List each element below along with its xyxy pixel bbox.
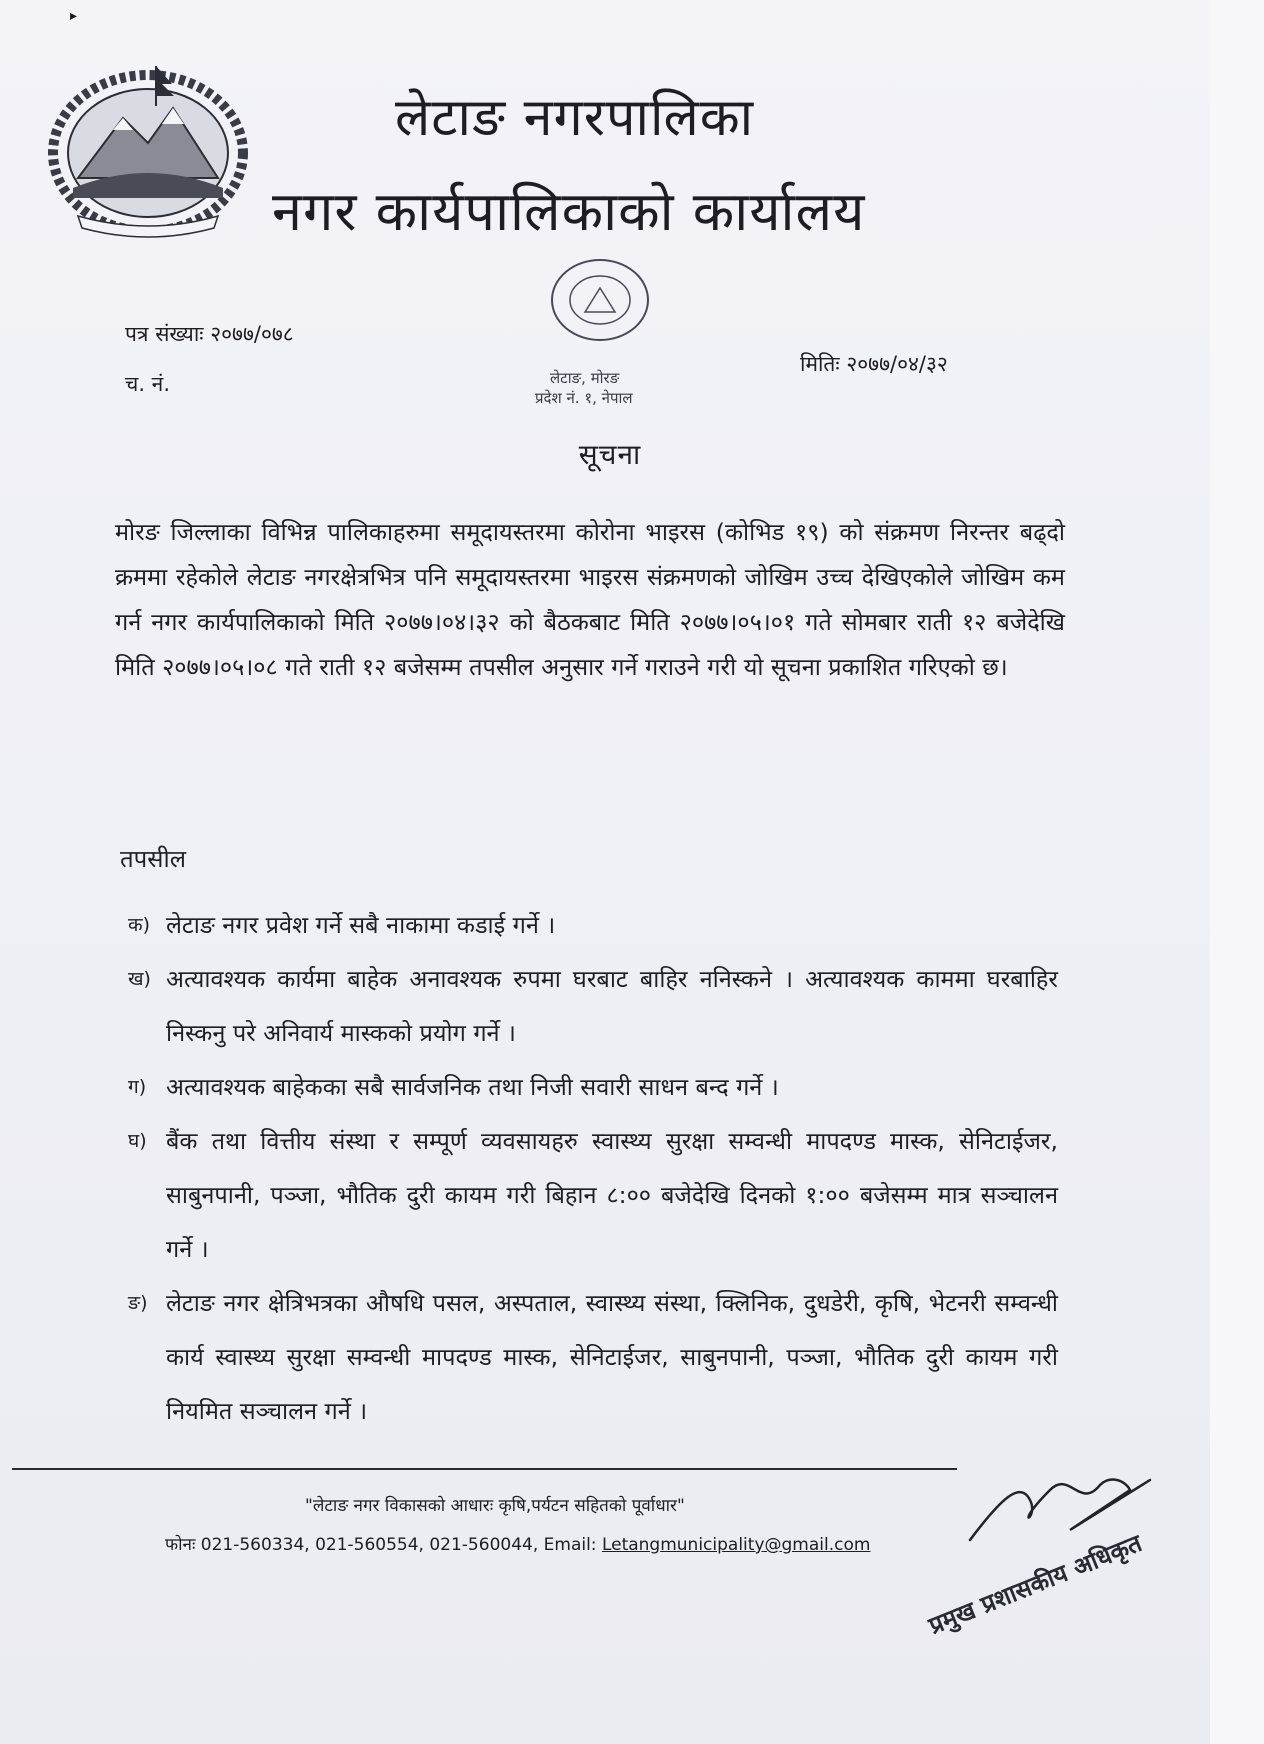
signatory-title: प्रमुख प्रशासकीय अधिकृत — [924, 1529, 1146, 1640]
item-text: लेटाङ नगर प्रवेश गर्ने सबै नाकामा कडाई गर्ने । — [166, 911, 556, 939]
details-heading: तपसील — [120, 845, 187, 873]
footer-contact — [165, 1532, 870, 1555]
stamp-line1: लेटाङ, मोरङ — [550, 369, 620, 387]
letter-number: पत्र संख्याः २०७७/०७८ — [125, 322, 294, 346]
list-item — [128, 1060, 1058, 1114]
page-margin — [1210, 0, 1264, 1744]
list-item — [128, 1276, 1058, 1438]
office-title: नगर कार्यपालिकाको कार्यालय — [272, 180, 866, 243]
list-item — [128, 1114, 1058, 1276]
list-item — [128, 898, 1058, 952]
details-list — [128, 898, 1058, 1438]
list-item — [128, 952, 1058, 1060]
item-marker: ङ) — [128, 1292, 148, 1314]
item-marker: क) — [128, 914, 151, 936]
footer-divider — [12, 1468, 957, 1470]
notice-title-text: सूचना — [578, 438, 642, 471]
notice-title — [0, 435, 1210, 473]
letter-date: मितिः २०७७/०४/३२ — [800, 352, 948, 376]
item-marker: ग) — [128, 1076, 147, 1098]
item-text: लेटाङ नगर क्षेत्रिभत्रका औषधि पसल, अस्पताल, स्वास्थ्य संस्था, क्लिनिक, दुधडेरी, कृषि, भेटनरी सम्वन्धी कार्य स्वास्थ्य सुरक्षा सम्वन्धी मापदण्ड मास्क, सेनिटाईजर, साबुनपानी, पञ्जा, भौतिक दुरी कायम गरी नियमित सञ्चालन गर्ने । — [166, 1289, 1058, 1425]
dispatch-number: च. नं. — [125, 372, 171, 396]
item-text: अत्यावश्यक बाहेकका सबै सार्वजनिक तथा निजी सवारी साधन बन्द गर्ने । — [166, 1073, 779, 1101]
corner-mark: ▸ — [70, 8, 78, 24]
item-marker: ख) — [128, 968, 151, 990]
notice-body: मोरङ जिल्लाका विभिन्न पालिकाहरुमा समूदायस्तरमा कोरोना भाइरस (कोभिड १९) को संक्रमण निरन्तर बढ्दो क्रममा रहेकोले लेटाङ नगरक्षेत्रभित्र पनि समूदायस्तरमा भाइरस संक्रमणको जोखिम उच्च देखिएकोले जोखिम कम गर्न नगर कार्यपालिकाको मिति २०७७।०४।३२ को बैठकबाट मिति २०७७।०५।०१ गते सोमबार राती १२ बजेदेखि मिति २०७७।०५।०८ गते राती १२ बजेसम्म तपसील अनुसार गर्ने गराउने गरी यो सूचना प्रकाशित गरिएको छ। — [115, 518, 1065, 681]
footer-motto: "लेटाङ नगर विकासको आधारः कृषि,पर्यटन सहितको पूर्वाधार" — [305, 1496, 685, 1516]
item-marker: घ) — [128, 1130, 147, 1152]
stamp-line2: प्रदेश नं. १, नेपाल — [535, 389, 633, 407]
municipality-title: लेटाङ नगरपालिका — [395, 88, 755, 148]
nepal-emblem-icon — [38, 48, 268, 238]
item-text: अत्यावश्यक कार्यमा बाहेक अनावश्यक रुपमा घरबाट बाहिर ननिस्कने । अत्यावश्यक काममा घरबाहिर निस्कनु परे अनिवार्य मास्कको प्रयोग गर्ने । — [166, 965, 1058, 1047]
item-text: बैंक तथा वित्तीय संस्था र सम्पूर्ण व्यवसायहरु स्वास्थ्य सुरक्षा सम्वन्धी मापदण्ड मास्क, सेनिटाईजर, साबुनपानी, पञ्जा, भौतिक दुरी कायम गरी बिहान ८:०० बजेदेखि दिनको १:०० बजेसम्म मात्र सञ्चालन गर्ने । — [166, 1127, 1058, 1263]
office-stamp — [500, 240, 700, 410]
contact-email-link[interactable]: Letangmunicipality@gmail.com — [601, 1535, 871, 1555]
contact-phones: फोनः 021-560334, 021-560554, 021-560044, Email: — [165, 1535, 597, 1555]
